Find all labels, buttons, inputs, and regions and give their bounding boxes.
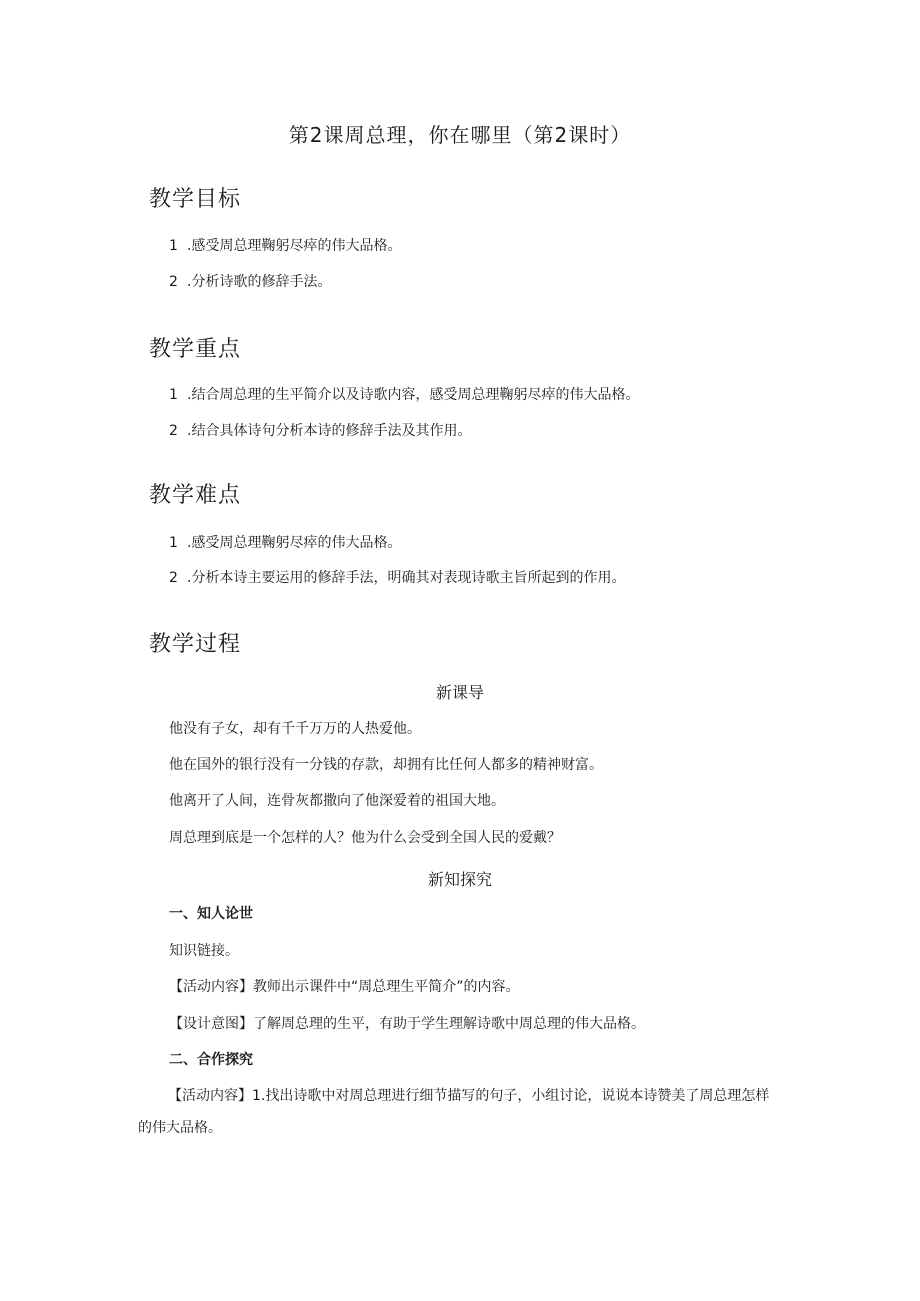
part1-heading: 一、知人论世	[169, 906, 253, 922]
key-point-item	[169, 420, 471, 442]
intro-line: 他离开了人间，连骨灰都撒向了他深爱着的祖国大地。	[169, 793, 505, 809]
page-title: 第2课周总理，你在哪里（第2课时）	[288, 123, 632, 147]
intro-line: 他在国外的银行没有一分钱的存款，却拥有比任何人都多的精神财富。	[169, 757, 603, 773]
intro-title: 新课导	[435, 683, 484, 702]
item-number: 1	[169, 535, 178, 551]
objectives-heading: 教学目标	[149, 187, 242, 212]
difficulty-item	[169, 567, 625, 589]
item-number: 2	[169, 274, 178, 290]
objective-item	[169, 235, 401, 257]
key-point-item	[169, 384, 639, 406]
part1-line: 【设计意图】了解周总理的生平，有助于学生理解诗歌中周总理的伟大品格。	[169, 1016, 645, 1032]
item-number: 2	[169, 570, 178, 586]
item-number: 2	[169, 423, 178, 439]
item-text: .结合周总理的生平简介以及诗歌内容，感受周总理鞠躬尽瘁的伟大品格。	[187, 387, 640, 403]
item-text: .分析诗歌的修辞手法。	[187, 274, 332, 290]
item-text: .感受周总理鞠躬尽瘁的伟大品格。	[187, 238, 402, 254]
difficulty-item	[169, 532, 401, 554]
intro-line: 周总理到底是一个怎样的人？他为什么会受到全国人民的爱戴？	[169, 830, 561, 846]
part2-paragraph: 【活动内容】1.找出诗歌中对周总理进行细节描写的句子，小组讨论，说说本诗赞美了周总理怎样的伟大品格。	[138, 1088, 770, 1136]
item-text: .分析本诗主要运用的修辞手法，明确其对表现诗歌主旨所起到的作用。	[187, 570, 626, 586]
difficulties-heading: 教学难点	[149, 483, 242, 508]
item-text: .结合具体诗句分析本诗的修辞手法及其作用。	[187, 423, 472, 439]
item-number: 1	[169, 238, 178, 254]
item-number: 1	[169, 387, 178, 403]
objective-item	[169, 271, 331, 293]
explore-title: 新知探究	[427, 870, 492, 889]
intro-line: 他没有子女，却有千千万万的人热爱他。	[169, 721, 421, 737]
item-text: .感受周总理鞠躬尽瘁的伟大品格。	[187, 535, 402, 551]
part2-heading: 二、合作探究	[169, 1052, 253, 1068]
process-heading: 教学过程	[149, 632, 242, 657]
part1-line: 知识链接。	[169, 943, 239, 959]
part1-line: 【活动内容】教师出示课件中“周总理生平简介”的内容。	[169, 979, 520, 995]
key-points-heading: 教学重点	[149, 337, 242, 362]
